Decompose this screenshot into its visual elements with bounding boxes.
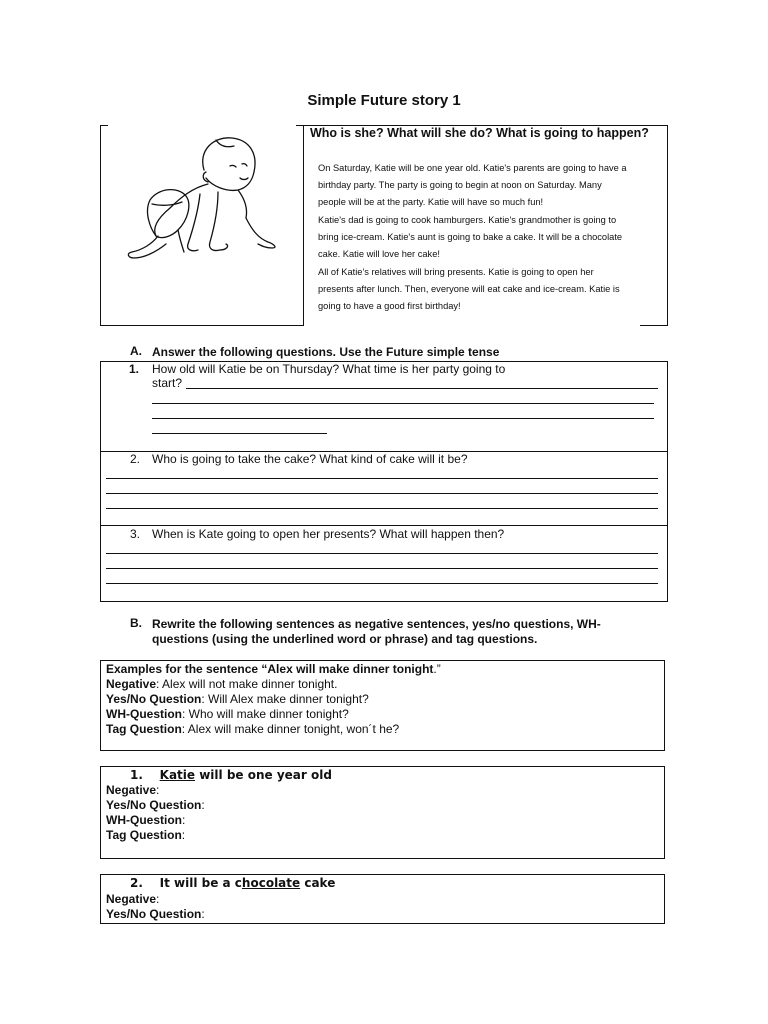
- row-label: Yes/No Question: [106, 692, 202, 706]
- item-1-row-yes-no[interactable]: [106, 798, 205, 813]
- story-line: birthday party. The party is going to begin at noon on Saturday. Many: [318, 180, 602, 190]
- section-instruction: Answer the following questions. Use the Future simple tense: [152, 345, 500, 359]
- story-line: On Saturday, Katie will be one year old. Katie's parents are going to have a: [318, 163, 627, 173]
- answer-line[interactable]: [106, 553, 658, 554]
- section-letter: B.: [130, 616, 142, 630]
- question-number: 3.: [130, 527, 141, 541]
- row-value: : Will Alex make dinner tonight?: [201, 692, 369, 706]
- page-title: Simple Future story 1: [307, 92, 461, 109]
- row-colon: :: [156, 892, 160, 906]
- row-value: : Who will make dinner tonight?: [182, 707, 349, 721]
- item-number: 1.: [130, 768, 143, 782]
- answer-line[interactable]: [106, 478, 658, 479]
- answer-line[interactable]: [186, 388, 658, 389]
- answer-line[interactable]: [106, 493, 658, 494]
- example-row-negative: [106, 677, 337, 692]
- item-2-row-yes-no[interactable]: [106, 907, 205, 922]
- item-underlined-word: hocolate: [241, 876, 301, 890]
- crawling-baby-illustration: [122, 132, 288, 268]
- row-label: WH-Question: [106, 707, 182, 721]
- story-line: presents after lunch. Then, everyone will eat cake and ice-cream. Katie is: [318, 284, 620, 294]
- question-number: 2.: [130, 452, 141, 466]
- story-line: All of Katie's relatives will bring presents. Katie is going to open her: [318, 267, 594, 277]
- answer-line[interactable]: [152, 433, 327, 434]
- question-1-text-cont: start?: [152, 376, 183, 390]
- item-1-heading: [130, 768, 332, 782]
- row-label: WH-Question: [106, 813, 182, 827]
- row-label: Yes/No Question: [106, 907, 202, 921]
- example-intro-end: .”: [433, 662, 441, 676]
- item-1-row-tag[interactable]: [106, 828, 185, 843]
- row-colon: :: [156, 783, 160, 797]
- story-question: Who is she? What will she do? What is going to happen?: [310, 126, 649, 140]
- question-2-text: Who is going to take the cake? What kind of cake will it be?: [152, 452, 468, 466]
- question-number: 1.: [129, 362, 140, 376]
- item-sentence-pre: It will be a c: [159, 876, 242, 890]
- story-line: cake. Katie will love her cake!: [318, 249, 440, 259]
- item-underlined-word: Katie: [159, 768, 196, 782]
- row-value: : Alex will make dinner tonight, won´t he?: [181, 722, 400, 736]
- example-row-tag: [106, 722, 399, 737]
- question-3-text: When is Kate going to open her presents? What will happen then?: [152, 527, 505, 541]
- answer-line[interactable]: [106, 568, 658, 569]
- item-sentence-rest: cake: [300, 876, 336, 890]
- answer-line[interactable]: [106, 583, 658, 584]
- story-line: Katie's dad is going to cook hamburgers. Katie's grandmother is going to: [318, 215, 617, 225]
- story-line: people will be at the party. Katie will have so much fun!: [318, 197, 544, 207]
- row-colon: :: [201, 907, 205, 921]
- answer-line[interactable]: [152, 403, 654, 404]
- row-value: : Alex will not make dinner tonight.: [156, 677, 338, 691]
- answer-line[interactable]: [106, 508, 658, 509]
- row-label: Negative: [106, 783, 157, 797]
- row-label: Negative: [106, 677, 157, 691]
- row-label: Tag Question: [106, 722, 182, 736]
- row-label: Negative: [106, 892, 157, 906]
- item-number: 2.: [130, 876, 143, 890]
- row-colon: :: [201, 798, 205, 812]
- item-1-row-wh[interactable]: [106, 813, 185, 828]
- example-row-yes-no: [106, 692, 369, 707]
- item-1-row-negative[interactable]: [106, 783, 159, 798]
- row-label: Yes/No Question: [106, 798, 202, 812]
- item-2-row-negative[interactable]: [106, 892, 159, 907]
- story-paragraph-2: [318, 212, 648, 263]
- item-sentence-rest: will be one year old: [195, 768, 332, 782]
- example-sentence: Alex will make dinner tonight: [267, 662, 434, 676]
- story-line: going to have a good first birthday!: [318, 301, 461, 311]
- row-label: Tag Question: [106, 828, 182, 842]
- row-colon: :: [181, 828, 186, 842]
- answer-line[interactable]: [152, 418, 654, 419]
- question-1-text: How old will Katie be on Thursday? What time is her party going to: [152, 362, 506, 376]
- example-intro-text: Examples for the sentence “: [106, 662, 268, 676]
- example-intro: [106, 662, 441, 677]
- section-letter: A.: [130, 344, 142, 358]
- story-paragraph-1: [318, 160, 648, 211]
- section-instruction: Rewrite the following sentences as negative sentences, yes/no questions, WH-: [152, 617, 601, 631]
- row-colon: :: [182, 813, 186, 827]
- item-2-heading: [130, 876, 335, 890]
- example-row-wh: [106, 707, 349, 722]
- section-instruction-cont: questions (using the underlined word or phrase) and tag questions.: [152, 632, 538, 646]
- story-paragraph-3: [318, 264, 648, 315]
- story-line: bring ice-cream. Katie's aunt is going to bake a cake. It will be a chocolate: [318, 232, 623, 242]
